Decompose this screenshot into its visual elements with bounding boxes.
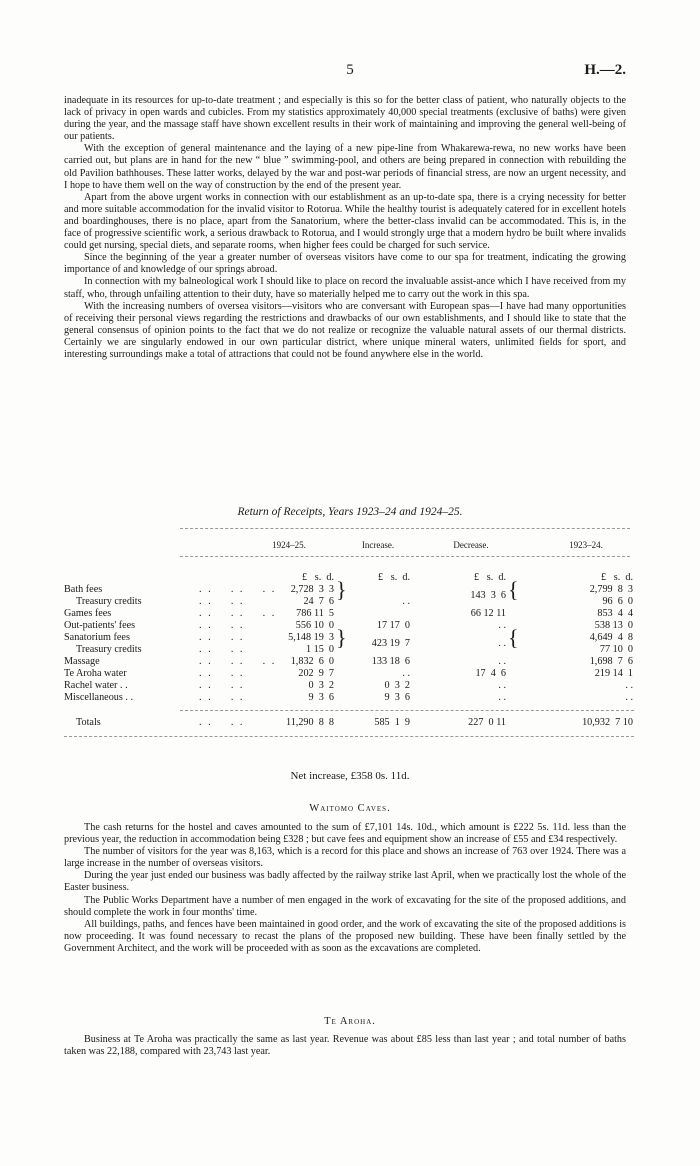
paragraph: During the year just ended our business was badly affected by the railway strike last April, when we practically lost the whole of the Easter business. (64, 870, 626, 894)
report-reference: H.—2. (584, 62, 626, 78)
leader-dots: . . . . (199, 632, 245, 643)
te-aroha-heading: Te Aroha. (324, 1016, 376, 1027)
cell-increase: 9 3 6 (384, 692, 410, 703)
paragraph: Since the beginning of the year a greater number of overseas visitors have come to our spa for treatment, indicating the growing importance of and knowledge of our springs abroad. (64, 252, 626, 276)
column-header-1924-25: 1924–25. (272, 540, 306, 550)
intro-section (64, 95, 626, 361)
table-header-rule (180, 556, 630, 557)
paragraph: The cash returns for the hostel and caves amounted to the sum of £7,101 14s. 10d., which amount is £222 5s. 11d. less than the previous year, the reduction in accommodation being £328 ; but cave fees and equipment show an increase of £55 and £34 respectively. (64, 822, 626, 846)
leader-dots: . . . . (199, 596, 245, 607)
table-row (64, 680, 634, 692)
paragraph: All buildings, paths, and fences have been maintained in good order, and the work of excavating the site of the proposed additions is now proceeding. It was found necessary to recast the plans of the proposed new building. These have been finally settled by the Government Architect, and the work will be proceeded with as soon as the excavations are completed. (64, 918, 626, 954)
cell-increase: 17 17 0 (376, 620, 410, 631)
cell-increase: . . (402, 596, 410, 607)
cell-increase: 423 19 7 (371, 638, 410, 649)
paragraph: The Public Works Department have a number of men engaged in the work of excavating for the site of the proposed additions, and should complete the work in four months' time. (64, 894, 626, 918)
table-row (64, 620, 634, 632)
leader-dots: . . . . (199, 620, 245, 631)
leader-dots: . . . . . . (199, 608, 277, 619)
row-label: Treasury credits (76, 644, 142, 655)
cell-decrease: . . (498, 620, 506, 631)
table-caption: Return of Receipts, Years 1923–24 and 1924–25. (237, 506, 463, 518)
cell-1923-24: 853 4 4 (597, 608, 633, 619)
cell-1924-25: 9 3 6 (308, 692, 334, 703)
total-1924-25: 11,290 8 8 (285, 717, 334, 728)
cell-1923-24: 4,649 4 8 (589, 632, 633, 643)
column-header-1923-24: 1923–24. (569, 540, 603, 550)
brace-right: } (336, 625, 347, 650)
table-row (64, 608, 634, 620)
waitomo-heading: Waitomo Caves. (309, 803, 391, 814)
totals-rule (180, 710, 634, 711)
unit-label: £ s. d. (378, 572, 410, 583)
cell-decrease: 17 4 6 (475, 668, 506, 679)
cell-decrease: 66 12 11 (470, 608, 506, 619)
cell-increase: 0 3 2 (384, 680, 410, 691)
row-label: Out-patients' fees (64, 620, 136, 631)
leader-dots: . . . . (199, 692, 245, 703)
total-1923-24: 10,932 7 10 (582, 717, 633, 728)
column-header-increase: Increase. (361, 540, 395, 550)
units-row (64, 572, 634, 584)
cell-decrease: 143 3 6 (470, 590, 506, 601)
cell-1924-25: 1 15 0 (305, 644, 334, 655)
row-label: Miscellaneous . . (64, 692, 134, 703)
total-increase: 585 1 9 (374, 717, 410, 728)
table-row (64, 656, 634, 668)
paragraph: With the exception of general maintenance and the laying of a new pipe-line from Whakarewa-rewa, no new works have been carried out, but plans are in hand for the new “ blue ” swimming-pool, and others are being prepared in connection with rebuilding the old Pavilion bathhouses. These latter works, delayed by the war and post-war periods of financial stress, are now an urgent necessity, and I hope to have them well on the way of construction by the end of the present year. (64, 143, 626, 191)
cell-decrease: . . (498, 638, 506, 649)
brace-left: { (508, 577, 519, 602)
unit-label: £ s. d. (474, 572, 506, 583)
table-row (64, 584, 634, 596)
te-aroha-section (64, 1034, 626, 1058)
totals-row (64, 717, 634, 729)
cell-1923-24: 96 6 0 (602, 596, 633, 607)
net-increase: Net increase, £358 0s. 11d. (290, 770, 410, 782)
unit-label: £ s. d. (302, 572, 334, 583)
cell-1923-24: . . (625, 680, 633, 691)
paragraph: inadequate in its resources for up-to-date treatment ; and especially is this so for the better class of patient, who naturally objects to the lack of privacy in open wards and cubicles. From my statistics approximately 40,000 special treatments (exclusive of baths) were given during the year, and the massage staff have shown excellent results in their work of maintaining and improving the general well-being of our patients. (64, 95, 626, 143)
cell-1924-25: 2,728 3 3 (290, 584, 334, 595)
brace-right: } (336, 577, 347, 602)
waitomo-section (64, 822, 626, 955)
row-label: Rachel water . . (64, 680, 128, 691)
cell-1924-25: 556 10 0 (295, 620, 334, 631)
cell-increase: . . (402, 668, 410, 679)
paragraph: In connection with my balneological work I should like to place on record the invaluable assist-ance which I have received from my staff, who, through unfailing attention to their duty, have so materially helped me to carry out the work in this spa. (64, 276, 626, 300)
unit-label: £ s. d. (601, 572, 633, 583)
cell-decrease: . . (498, 680, 506, 691)
cell-1924-25: 202 9 7 (298, 668, 334, 679)
cell-1924-25: 786 11 5 (296, 608, 334, 619)
cell-decrease: . . (498, 692, 506, 703)
column-header-decrease: Decrease. (453, 540, 489, 550)
cell-1923-24: 1,698 7 6 (589, 656, 633, 667)
leader-dots: . . . . (199, 644, 245, 655)
row-label: Treasury credits (76, 596, 142, 607)
table-bottom-rule (64, 736, 634, 737)
brace-left: { (508, 625, 519, 650)
cell-decrease: . . (498, 656, 506, 667)
cell-1923-24: 219 14 1 (594, 668, 633, 679)
page-number: 5 (346, 62, 354, 78)
paragraph: The number of visitors for the year was 8,163, which is a record for this place and shows an increase of 763 over 1924. There was a large increase in the number of overseas visitors. (64, 846, 626, 870)
row-label: Te Aroha water (64, 668, 127, 679)
cell-1923-24: . . (625, 692, 633, 703)
row-label: Bath fees (64, 584, 103, 595)
cell-1923-24: 77 10 0 (599, 644, 633, 655)
cell-1924-25: 24 7 6 (303, 596, 334, 607)
cell-1924-25: 0 3 2 (308, 680, 334, 691)
leader-dots: . . . . . . (199, 584, 277, 595)
leader-dots: . . . . (199, 668, 245, 679)
cell-1924-25: 1,832 6 0 (290, 656, 334, 667)
leader-dots: . . . . . . (199, 656, 277, 667)
total-decrease: 227 0 11 (468, 717, 506, 728)
leader-dots: . . . . (199, 680, 245, 691)
row-label: Sanatorium fees (64, 632, 130, 643)
table-row (64, 692, 634, 704)
cell-increase: 133 18 6 (371, 656, 410, 667)
table-top-rule (180, 528, 630, 529)
leader-dots: . . . . (199, 717, 245, 728)
row-label: Games fees (64, 608, 112, 619)
table-row (64, 638, 634, 656)
totals-label: Totals (76, 717, 101, 728)
cell-1923-24: 538 13 0 (594, 620, 633, 631)
paragraph: Business at Te Aroha was practically the same as last year. Revenue was about £85 less than last year ; and total number of baths taken was 22,188, compared with 23,743 last year. (64, 1034, 626, 1058)
cell-1923-24: 2,799 8 3 (589, 584, 633, 595)
paragraph: Apart from the above urgent works in connection with our establishment as an up-to-date spa, there is a crying necessity for better and more suitable accommodation for the invalid visitor to Rotorua. While the healthy tourist is adequately catered for in excellent hotels and boardinghouses, there is no place, apart from the Sanatorium, where the better-class invalid can be accommodated. This is, in the face of progressive scientific work, a serious drawback to Rotorua, and I would strongly urge that a modern hydro be built where invalids could get nursing, special diets, and separate rooms, when higher fees could be charged for such service. (64, 191, 626, 252)
cell-1924-25: 5,148 19 3 (288, 632, 334, 643)
table-row (64, 590, 634, 608)
row-label: Massage (64, 656, 100, 667)
paragraph: With the increasing numbers of oversea visitors—visitors who are conversant with European spas—I have had many opportunities of receiving their personal views regarding the restrictions and drawbacks of our own establishments, and I should like to state that the general consensus of opinion points to the fact that we do not realize or recognize the valuable natural assets of our thermal districts. Certainly we are singularly endowed in our own particular district, where unique mineral waters, unlimited fields for sport, and interesting surroundings make a total of attractions that could not be found anywhere else in the world. (64, 300, 626, 360)
table-row (64, 668, 634, 680)
